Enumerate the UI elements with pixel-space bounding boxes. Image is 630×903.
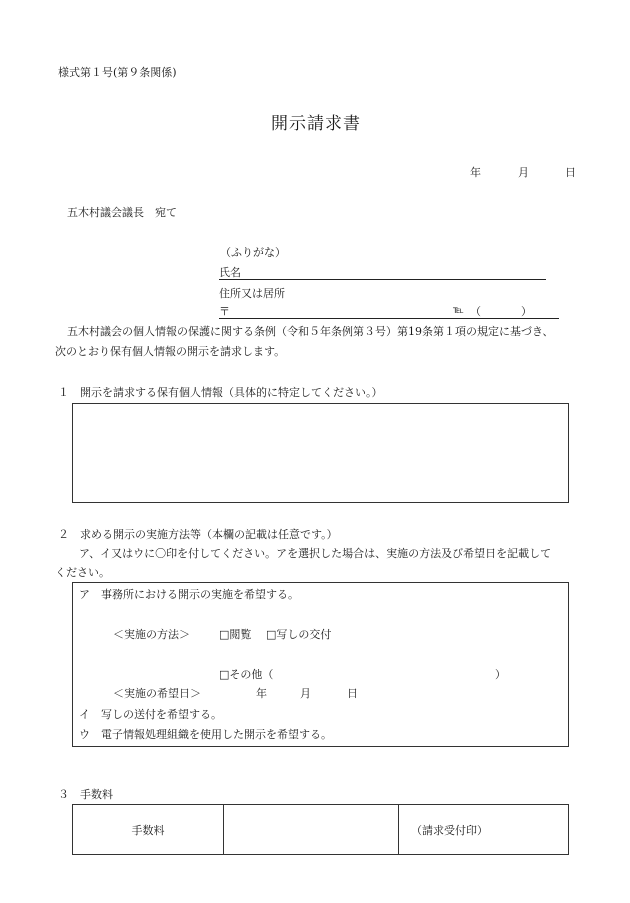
section1-title: １ 開示を請求する保有個人情報（具体的に特定してください。）	[58, 386, 383, 399]
fee-value-cell[interactable]	[224, 805, 399, 855]
option-a[interactable]: ア 事務所における開示の実施を希望する。	[79, 588, 299, 601]
furigana-label: （ふりがな）	[220, 246, 286, 259]
section3-title: ３ 手数料	[58, 788, 113, 801]
desired-date-year: 年	[256, 687, 267, 700]
tel-close-paren: ）	[521, 305, 532, 318]
option-u[interactable]: ウ 電子情報処理組織を使用した開示を希望する。	[79, 728, 332, 741]
name-field[interactable]	[219, 279, 546, 280]
address-field[interactable]	[219, 318, 559, 319]
form-number: 様式第１号(第９条関係)	[58, 66, 177, 79]
fee-label: 手数料	[73, 805, 224, 855]
section2-instruction-1: ア、イ又はウに〇印を付してください。アを選択した場合は、実施の方法及び希望日を記載して	[79, 547, 552, 560]
date-day-label: 日	[565, 166, 576, 179]
name-label: 氏名	[219, 266, 241, 279]
requested-info-box[interactable]	[72, 403, 569, 503]
tel-open-paren: （	[470, 305, 481, 318]
section2-instruction-2: ください。	[55, 566, 110, 579]
intro-line-2: 次のとおり保有個人情報の開示を請求します。	[55, 345, 286, 358]
addressee: 五木村議会議長 宛て	[67, 206, 177, 219]
section2-title: ２ 求める開示の実施方法等（本欄の記載は任意です。）	[58, 528, 338, 541]
method-other-checkbox[interactable]: □その他（	[219, 668, 274, 681]
method-other-close: ）	[495, 668, 506, 681]
method-view-checkbox[interactable]: □閲覧	[219, 628, 252, 641]
postal-mark: 〒	[219, 305, 230, 318]
intro-line-1: 五木村議会の個人情報の保護に関する条例（令和５年条例第３号）第19条第１項の規定に基づき、	[67, 325, 554, 338]
date-month-label: 月	[518, 166, 529, 179]
desired-date-month: 月	[300, 687, 311, 700]
page-title: 開示請求書	[271, 114, 361, 134]
desired-date-label: ＜実施の希望日＞	[113, 687, 201, 700]
date-year-label: 年	[470, 166, 481, 179]
desired-date-day: 日	[347, 687, 358, 700]
method-label: ＜実施の方法＞	[113, 628, 190, 641]
fee-table	[72, 804, 569, 855]
disclosure-method-box	[72, 582, 569, 747]
method-copy-checkbox[interactable]: □写しの交付	[266, 628, 332, 641]
address-label: 住所又は居所	[219, 287, 285, 300]
option-i[interactable]: イ 写しの送付を希望する。	[79, 708, 222, 721]
tel-label: ℡	[453, 305, 464, 316]
receipt-stamp-label: （請求受付印）	[399, 805, 569, 855]
